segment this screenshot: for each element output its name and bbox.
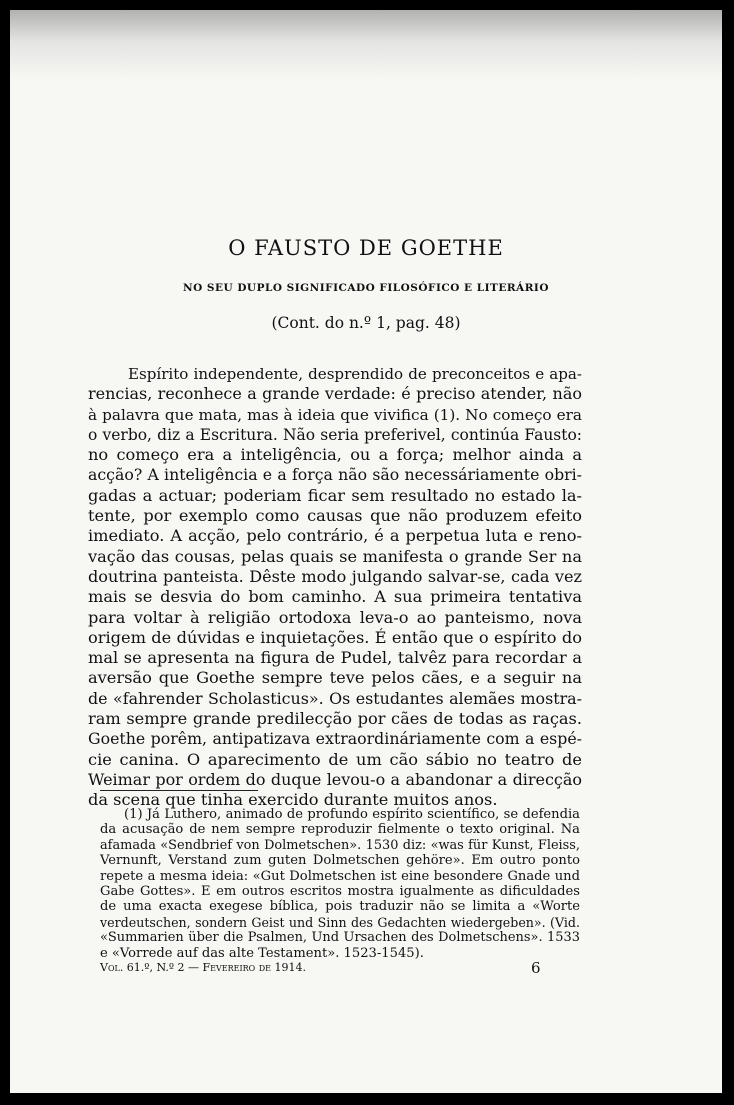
footnote-line: e «Vorrede auf das alte Testament». 1523-1545).: [100, 945, 424, 961]
body-line: imediato. A acção, pelo contrário, é a perpetua luta e reno-: [88, 526, 582, 546]
body-line: aversão que Goethe sempre teve pelos cães, e a seguir na: [88, 668, 582, 688]
body-line: rencias, reconhece a grande verdade: é preciso atender, não: [88, 384, 582, 404]
body-line: acção? A inteligência e a força não são necessáriamente obri-: [88, 465, 582, 485]
body-line: de «fahrender Scholasticus». Os estudantes alemães mostra-: [88, 688, 582, 708]
body-line: tente, por exemplo como causas que não produzem efeito: [88, 506, 582, 526]
body-line: gadas a actuar; poderiam ficar sem resultado no estado la-: [88, 485, 582, 505]
document-page: [10, 10, 722, 1093]
body-line: mais se desvia do bom caminho. A sua primeira tentativa: [88, 587, 582, 607]
body-line: Goethe porêm, antipatizava extraordináriamente com a espé-: [88, 729, 582, 749]
body-line: cie canina. O aparecimento de um cão sábio no teatro de: [88, 749, 582, 769]
footnote-line: de uma exacta exegese bíblica, pois traduzir não se limita a «Worte: [100, 899, 580, 915]
footnote-divider: [100, 790, 258, 791]
body-paragraph: [88, 364, 582, 811]
signature-mark: 6: [531, 959, 541, 977]
body-line: doutrina panteista. Dêste modo julgando salvar-se, cada vez: [88, 566, 582, 586]
body-line: mal se apresenta na figura de Pudel, talvêz para recordar a: [88, 648, 582, 668]
footnote-line: (1) Já Luthero, animado de profundo espírito scientífico, se defendia: [124, 807, 580, 822]
article-title: O FAUSTO DE GOETHE: [228, 236, 504, 260]
footnote-line: da acusação de nem sempre reproduzir fielmente o texto original. Na: [100, 822, 580, 838]
body-line: origem de dúvidas e inquietações. É então que o espírito do: [88, 627, 582, 647]
continuation-note: (Cont. do n.º 1, pag. 48): [271, 314, 461, 332]
article-subtitle: NO SEU DUPLO SIGNIFICADO FILOSÓFICO E LITERÁRIO: [183, 282, 549, 294]
footnote-line: verdeutschen, sondern Geist und Sinn des Gedachten wiedergeben». (Vid.: [100, 914, 580, 930]
body-line: Weimar por ordem do duque levou-o a abandonar a direcção: [88, 769, 582, 789]
footnote: [100, 807, 580, 961]
footnote-line: «Summarien über die Psalmen, Und Ursachen des Dolmetschens». 1533: [100, 930, 580, 946]
body-line: à palavra que mata, mas à ideia que vivifica (1). No começo era: [88, 405, 582, 424]
footnote-line: repete a mesma ideia: «Gut Dolmetschen ist eine besondere Gnade und: [100, 868, 580, 884]
body-line: vação das cousas, pelas quais se manifesta o grande Ser na: [88, 546, 582, 566]
body-line: da scena que tinha exercido durante muitos anos.: [88, 790, 498, 810]
scan-shadow: [10, 10, 722, 80]
volume-info: Vol. 61.º, N.º 2 — Fevereiro de 1914.: [100, 961, 306, 974]
body-line: no começo era a inteligência, ou a força; melhor ainda a: [88, 445, 582, 465]
body-line: o verbo, diz a Escritura. Não seria preferivel, continúa Fausto:: [88, 425, 582, 444]
body-line: para voltar à religião ortodoxa leva-o ao panteismo, nova: [88, 607, 582, 627]
footnote-line: afamada «Sendbrief von Dolmetschen». 1530 diz: «was für Kunst, Fleiss,: [100, 837, 580, 853]
body-line: ram sempre grande predilecção por cães de todas as raças.: [88, 709, 582, 729]
footnote-line: Gabe Gottes». E em outros escritos mostra igualmente as dificuldades: [100, 884, 580, 900]
footnote-line: Vernunft, Verstand zum guten Dolmetschen gehöre». Em outro ponto: [100, 853, 580, 869]
body-line: Espírito independente, desprendido de preconceitos e apa-: [128, 365, 582, 383]
